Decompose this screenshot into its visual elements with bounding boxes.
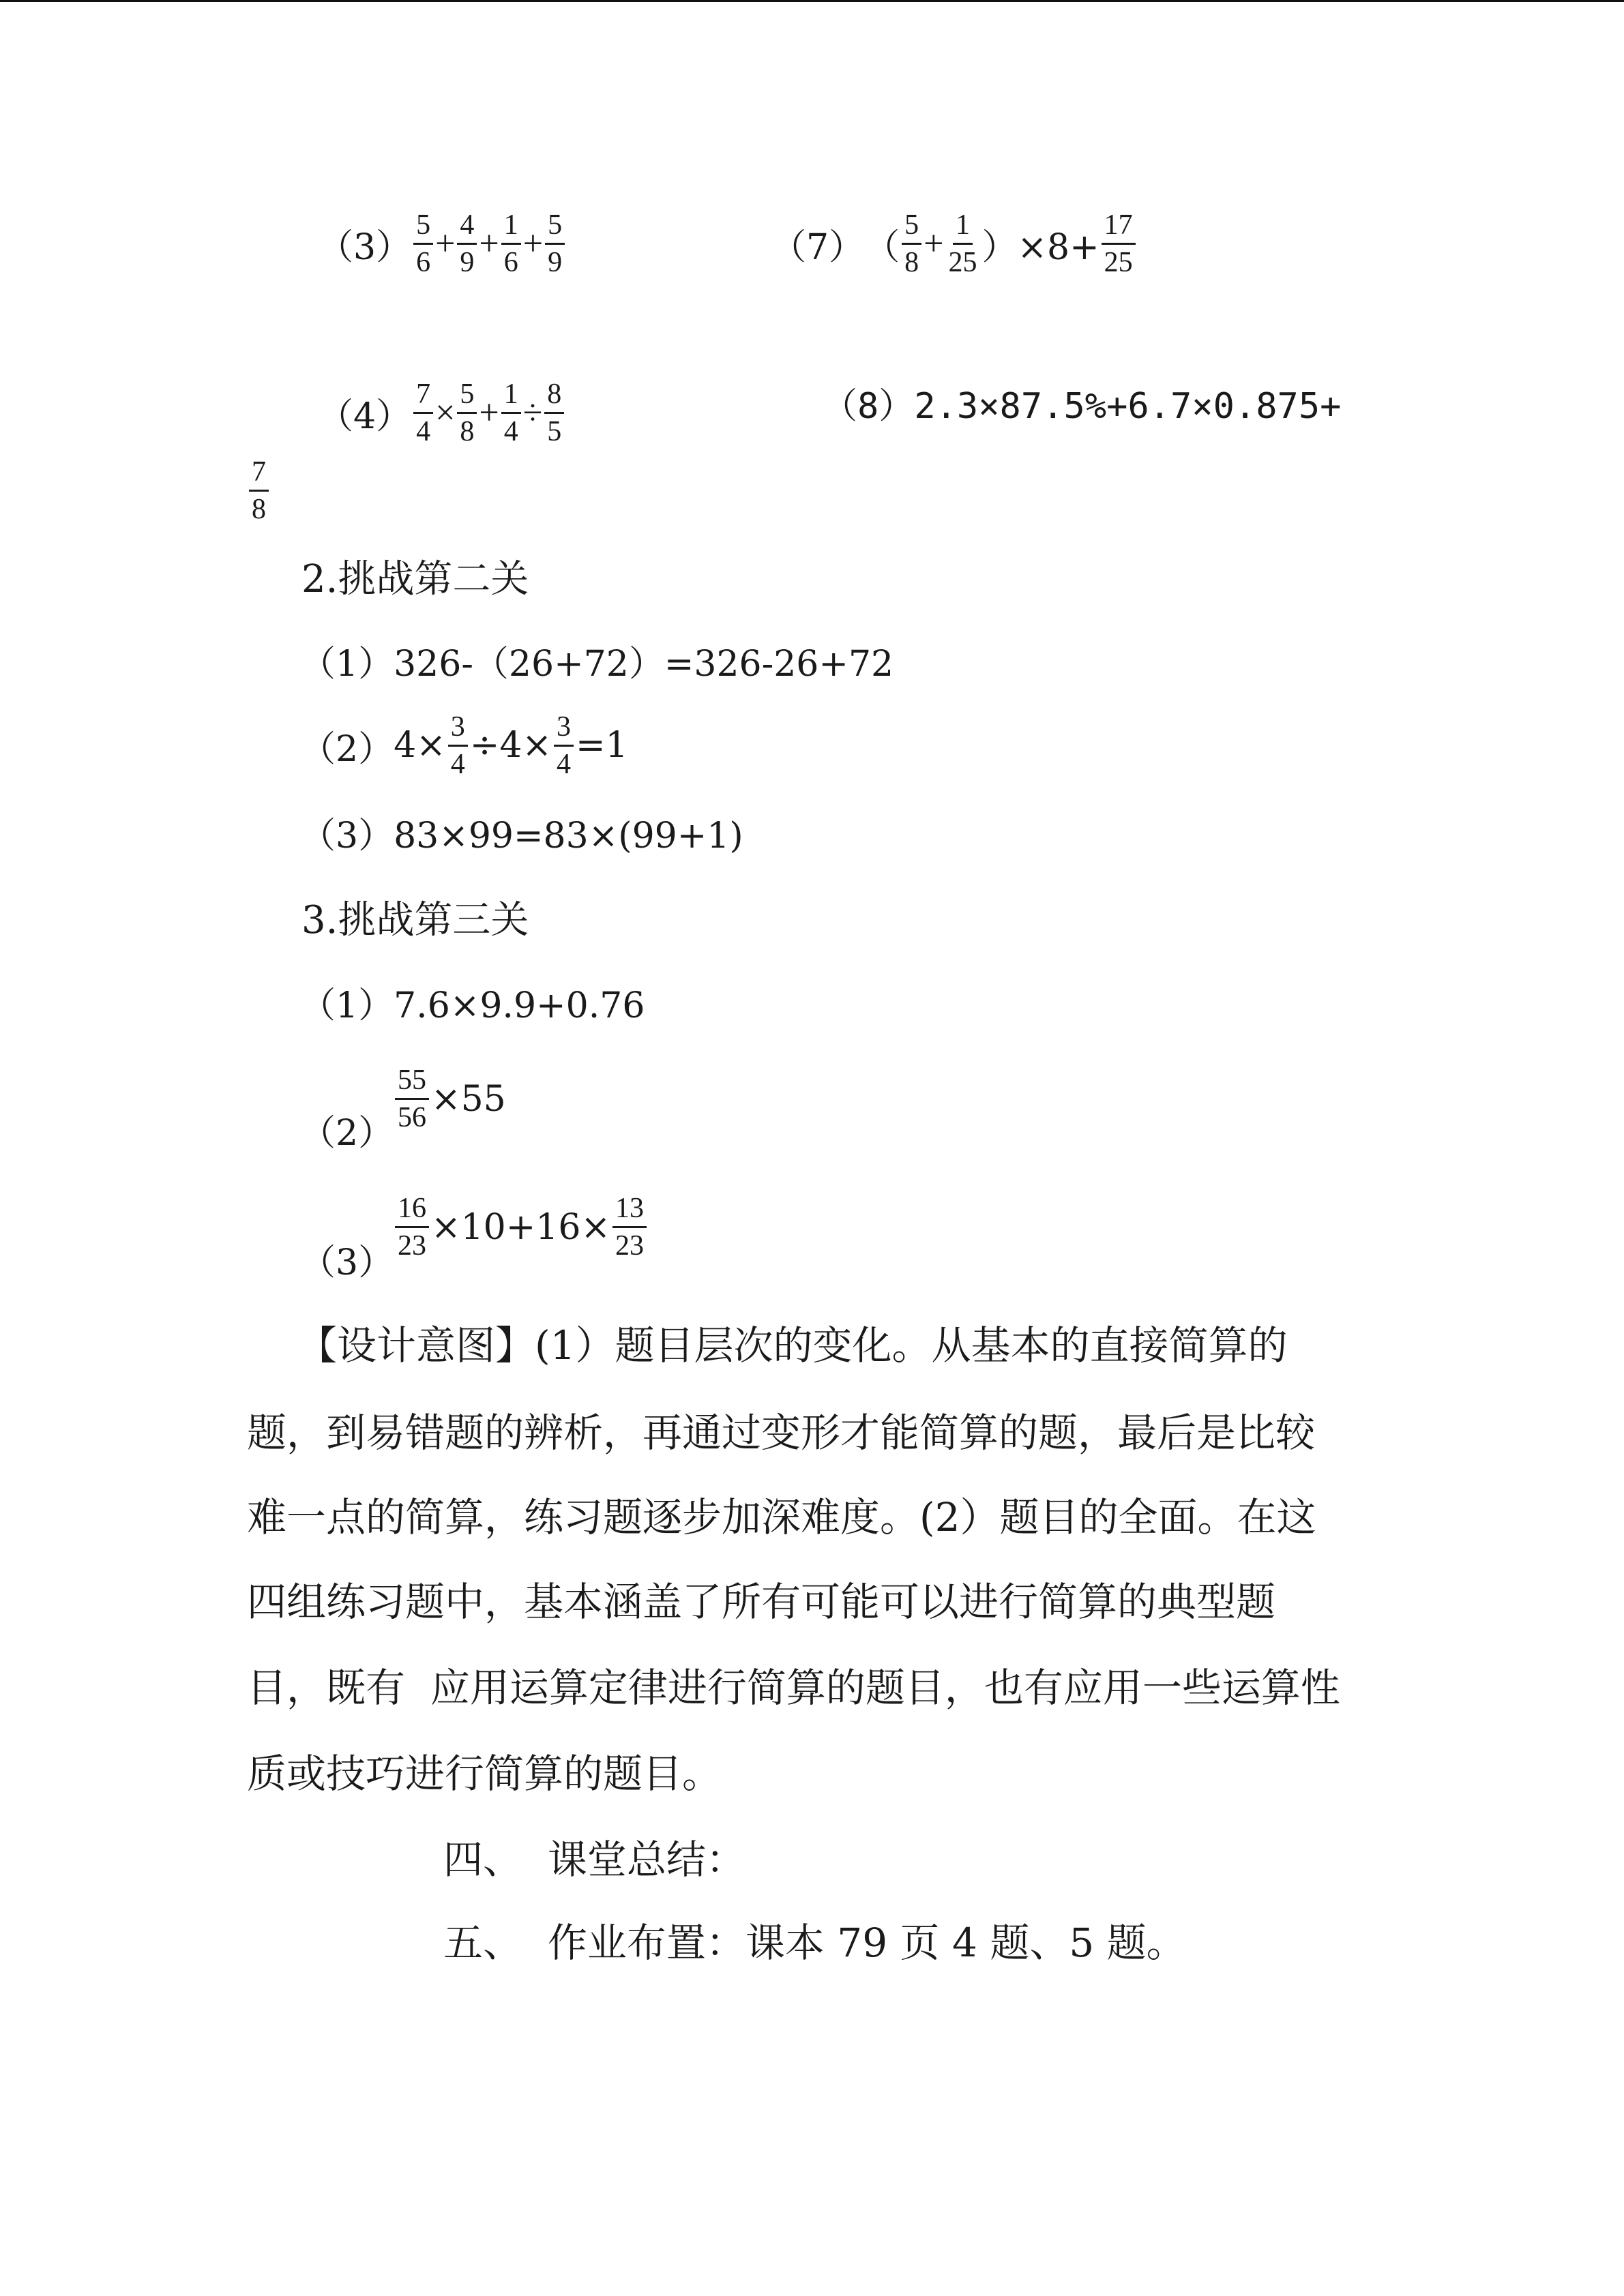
fraction bbox=[945, 209, 979, 279]
close-multiply: ）×8+ bbox=[981, 226, 1099, 268]
operator: + bbox=[479, 393, 499, 432]
denominator: 25 bbox=[1104, 246, 1133, 278]
fraction bbox=[544, 378, 564, 448]
fraction bbox=[902, 209, 921, 279]
fraction bbox=[395, 1064, 429, 1134]
fraction bbox=[413, 378, 433, 448]
numerator: 16 bbox=[395, 1192, 429, 1228]
section-four-summary: 四、 课堂总结： bbox=[443, 1836, 745, 1883]
numerator: 5 bbox=[545, 209, 565, 245]
question-label: （3） bbox=[300, 1242, 394, 1283]
level-2-question-1: （1）326-（26+72）=326-26+72 bbox=[300, 644, 894, 685]
fraction bbox=[249, 456, 269, 526]
level-3-question-2 bbox=[393, 1064, 506, 1134]
level-3-heading: 3.挑战第三关 bbox=[301, 898, 529, 942]
numerator: 7 bbox=[249, 456, 269, 492]
operator: ÷ bbox=[522, 393, 543, 432]
fraction bbox=[413, 209, 433, 279]
denominator: 9 bbox=[460, 246, 475, 278]
denominator: 6 bbox=[416, 246, 431, 278]
exercise-7 bbox=[771, 199, 1138, 288]
denominator: 4 bbox=[503, 415, 518, 447]
denominator: 5 bbox=[547, 415, 562, 447]
operator: × bbox=[435, 393, 456, 432]
fraction bbox=[448, 711, 468, 781]
numerator: 5 bbox=[902, 209, 921, 245]
level-3-question-1: （1）7.6×9.9+0.76 bbox=[300, 985, 645, 1026]
fraction bbox=[457, 209, 477, 279]
denominator: 6 bbox=[503, 246, 518, 278]
numerator: 7 bbox=[413, 378, 433, 414]
numerator: 55 bbox=[395, 1064, 429, 1100]
denominator: 8 bbox=[252, 494, 266, 525]
level-2-question-2 bbox=[300, 708, 628, 783]
denominator: 8 bbox=[460, 415, 475, 447]
fraction bbox=[1102, 209, 1136, 279]
fraction bbox=[612, 1192, 647, 1262]
level-2-heading: 2.挑战第二关 bbox=[301, 557, 529, 601]
expression-part: =1 bbox=[575, 725, 628, 766]
level-2-question-3: （3）83×99=83×(99+1) bbox=[300, 816, 743, 856]
numerator: 5 bbox=[413, 209, 433, 245]
numerator: 17 bbox=[1102, 209, 1136, 245]
denominator: 25 bbox=[948, 246, 977, 278]
denominator: 4 bbox=[556, 748, 571, 780]
open-paren: （ bbox=[864, 226, 900, 268]
design-intent-line-5: 目，既有 应用运算定律进行简算的题目，也有应用一些运算性 bbox=[247, 1665, 1340, 1711]
design-intent-line-2: 题，到易错题的辨析，再通过变形才能简算的题，最后是比较 bbox=[247, 1410, 1316, 1456]
operator: + bbox=[522, 224, 544, 263]
question-label: （2） bbox=[300, 1113, 394, 1154]
expression-part: 4× bbox=[394, 725, 446, 766]
denominator: 4 bbox=[416, 415, 431, 447]
denominator: 9 bbox=[548, 246, 563, 278]
exercise-8-expression: 2.3×87.5%+6.7×0.875+ bbox=[914, 386, 1342, 427]
exercise-label: （7） bbox=[771, 226, 865, 268]
design-intent-line-3: 难一点的简算，练习题逐步加深难度。(2）题目的全面。在这 bbox=[247, 1494, 1316, 1540]
denominator: 23 bbox=[398, 1230, 426, 1262]
design-intent-line-1: 【设计意图】(1）题目层次的变化。从基本的直接简算的 bbox=[297, 1322, 1288, 1369]
section-five-homework: 五、 作业布置：课本 79 页 4 题、5 题。 bbox=[443, 1920, 1186, 1966]
page-top-border bbox=[0, 0, 1624, 2]
numerator: 1 bbox=[501, 209, 521, 245]
exercise-label: （4） bbox=[318, 396, 412, 437]
numerator: 1 bbox=[501, 378, 521, 414]
expression-part: ÷4× bbox=[469, 725, 552, 766]
numerator: 3 bbox=[554, 711, 574, 747]
operator: + bbox=[479, 224, 499, 263]
exercise-3 bbox=[318, 199, 567, 288]
numerator: 8 bbox=[544, 378, 564, 414]
exercise-4 bbox=[318, 368, 566, 457]
numerator: 13 bbox=[612, 1192, 647, 1228]
fraction bbox=[501, 378, 521, 448]
numerator: 5 bbox=[457, 378, 477, 414]
level-3-question-3 bbox=[393, 1192, 649, 1262]
design-intent-line-4: 四组练习题中，基本涵盖了所有可能可以进行简算的典型题 bbox=[247, 1579, 1276, 1625]
question-label: （2） bbox=[300, 728, 394, 770]
numerator: 1 bbox=[953, 209, 973, 245]
fraction bbox=[554, 711, 574, 781]
expression-part: ×55 bbox=[431, 1078, 506, 1120]
denominator: 4 bbox=[450, 748, 465, 780]
exercise-8 bbox=[822, 386, 1341, 427]
denominator: 23 bbox=[615, 1230, 645, 1262]
operator: + bbox=[435, 224, 456, 263]
denominator: 56 bbox=[398, 1102, 426, 1133]
design-intent-line-6: 质或技巧进行简算的题目。 bbox=[247, 1750, 722, 1797]
fraction bbox=[545, 209, 565, 279]
operator: + bbox=[924, 224, 944, 263]
exercise-label: （3） bbox=[318, 226, 412, 268]
numerator: 3 bbox=[448, 711, 468, 747]
exercise-label: （8） bbox=[822, 386, 915, 427]
fraction bbox=[501, 209, 521, 279]
expression-part: ×10+16× bbox=[431, 1206, 611, 1248]
fraction bbox=[395, 1192, 429, 1262]
exercise-8-tail bbox=[247, 456, 271, 526]
fraction bbox=[457, 378, 477, 448]
numerator: 4 bbox=[457, 209, 477, 245]
denominator: 8 bbox=[904, 246, 919, 278]
